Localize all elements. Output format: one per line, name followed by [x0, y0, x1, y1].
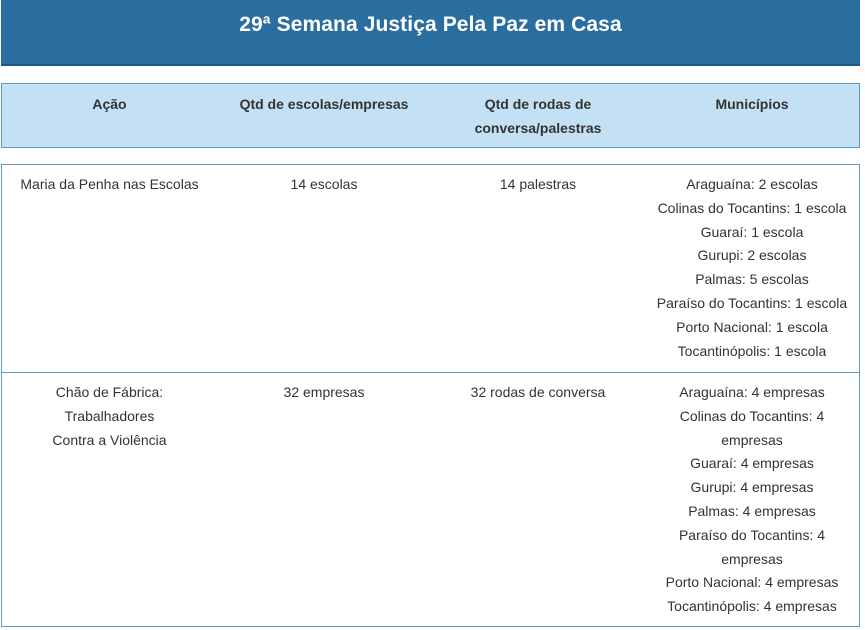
- cell-acao: [2, 373, 217, 626]
- cell-qtd-rodas: 14 palestras: [499, 176, 577, 192]
- acao-line: Trabalhadores: [64, 407, 155, 424]
- municipio-line: empresas: [721, 431, 783, 448]
- municipio-line: Guaraí: 1 escola: [700, 223, 804, 240]
- header-acao: Ação: [92, 96, 127, 112]
- cell-qtd-rodas: 32 rodas de conversa: [470, 384, 606, 400]
- cell-municipios: [645, 373, 859, 626]
- cell-qtd-escolas: 14 escolas: [290, 176, 358, 192]
- municipio-line: Gurupi: 2 escolas: [697, 247, 807, 264]
- header-qtd-rodas-line-2: conversa/palestras: [474, 120, 602, 136]
- cell-acao: [2, 165, 217, 372]
- data-table: [1, 164, 860, 627]
- municipio-line: Colinas do Tocantins: 1 escola: [657, 199, 847, 216]
- municipio-line: Tocantinópolis: 4 empresas: [667, 598, 837, 615]
- municipio-line: empresas: [721, 550, 783, 567]
- cell-municipios: [645, 165, 859, 372]
- municipio-line: Tocantinópolis: 1 escola: [677, 342, 827, 359]
- header-municipios: Municípios: [715, 96, 789, 112]
- acao-line: Maria da Penha nas Escolas: [20, 176, 199, 192]
- table-row: [2, 373, 859, 626]
- header-qtd-rodas: [431, 84, 645, 147]
- municipio-line: Porto Nacional: 1 escola: [676, 318, 828, 335]
- municipio-line: Paraíso do Tocantins: 4: [678, 526, 826, 543]
- header-qtd-rodas-line-1: Qtd de rodas de: [484, 96, 592, 112]
- municipio-line: Guaraí: 4 empresas: [690, 455, 814, 472]
- municipio-line: Araguaína: 2 escolas: [686, 176, 818, 192]
- page-title: 29ª Semana Justiça Pela Paz em Casa: [239, 13, 622, 36]
- acao-line: Contra a Violência: [52, 431, 167, 448]
- municipio-line: Palmas: 4 empresas: [688, 502, 816, 519]
- title-banner: [1, 0, 860, 66]
- municipio-line: Porto Nacional: 4 empresas: [665, 574, 839, 591]
- acao-line: Chão de Fábrica:: [55, 384, 164, 400]
- table-row: [2, 165, 859, 373]
- municipio-line: Gurupi: 4 empresas: [690, 479, 814, 496]
- header-qtd-escolas: Qtd de escolas/empresas: [239, 96, 409, 112]
- municipio-line: Araguaína: 4 empresas: [679, 384, 825, 400]
- table-header: [1, 83, 860, 148]
- municipio-line: Paraíso do Tocantins: 1 escola: [656, 294, 848, 311]
- municipio-line: Colinas do Tocantins: 4: [679, 407, 825, 424]
- cell-qtd-escolas: 32 empresas: [283, 384, 365, 400]
- municipio-line: Palmas: 5 escolas: [695, 271, 809, 288]
